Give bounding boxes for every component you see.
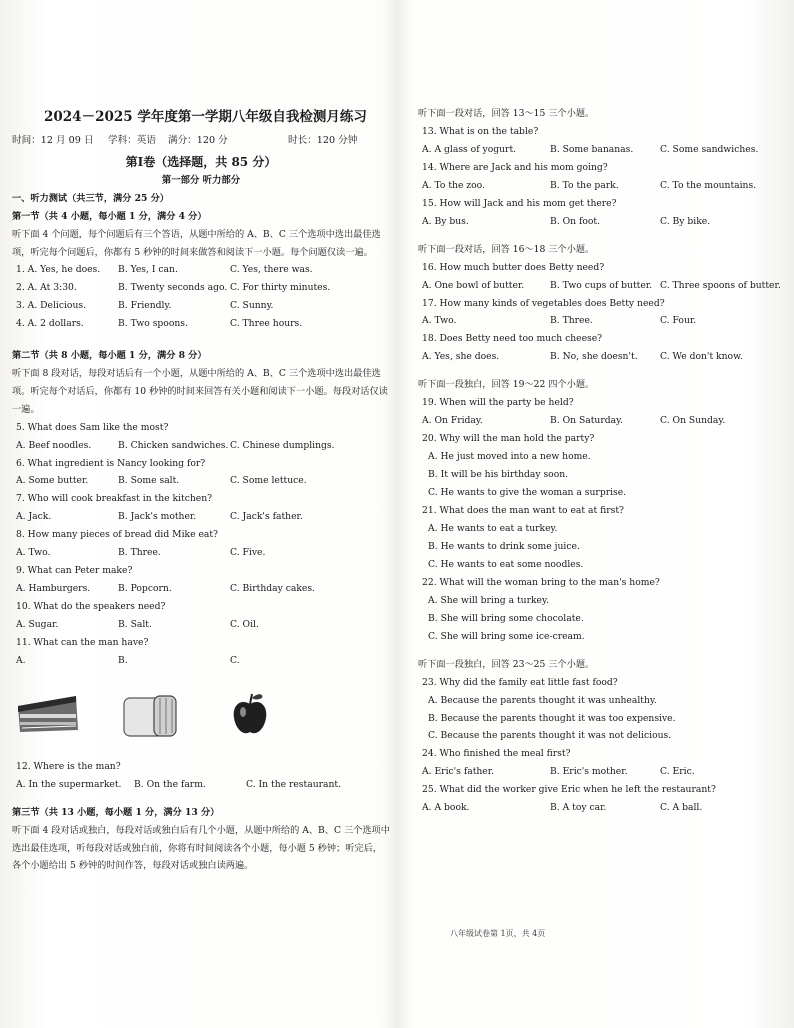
question-19: 19. When will the party be held? [422,397,574,409]
option-c: C. Jack's father. [230,511,303,523]
option-b: B. Some salt. [118,475,180,487]
option-c: C. Three spoons of butter. [660,279,781,291]
question-22: 22. What will the woman bring to the man's home? [422,576,660,588]
option-a: A. Two. [16,547,51,559]
option-b: B. [118,655,128,666]
question-8: 8. How many pieces of bread did Mike eat? [16,529,218,541]
option-a: A. Eric's father. [422,766,495,778]
bread-loaf-icon [118,688,182,740]
option-b: B. He wants to drink some juice. [428,540,580,552]
option-a: A. A book. [422,802,470,814]
right-column [418,105,786,817]
question-24: 24. Who finished the meal first? [422,748,571,760]
page-footer: 八年级试卷第 1页，共 4页 [450,929,546,938]
option-b: B. Three. [550,315,593,327]
option-b: B. Salt. [118,619,152,631]
option-c: C. He wants to eat some noodles. [428,558,584,570]
option-c: C. A ball. [660,802,703,814]
option-a: A. He just moved into a new home. [428,451,591,463]
option-b: B. Jack's mother. [118,511,197,523]
option-a: A. Hamburgers. [16,583,91,595]
option-b: B. Yes, I can. [118,264,178,276]
option-c: C. Yes, there was. [230,264,313,276]
option-b: B. To the park. [550,179,619,191]
exam-full-score: 满分：120 分 [168,135,228,146]
option-a: A. To the zoo. [422,179,485,191]
option-a: 2. A. At 3:30. [16,282,77,294]
question-8-options [12,544,390,562]
exam-meta [12,130,390,152]
option-c: C. To the mountains. [660,179,757,191]
question-12: 12. Where is the man? [16,760,121,772]
question-23: 23. Why did the family eat little fast food? [422,676,618,688]
option-b: B. She will bring some chocolate. [428,612,584,624]
option-c: C. Birthday cakes. [230,583,315,595]
question-24-options [418,763,786,781]
option-a: A. By bus. [422,215,469,227]
section-listening-heading: 一、听力测试（共三节，满分 25 分） [12,192,169,204]
section2-heading: 第二节（共 8 小题，每小题 1 分，满分 8 分） [12,350,207,362]
option-b: B. Popcorn. [118,583,172,595]
question-5-options [12,437,390,455]
apple-icon [230,690,270,738]
option-a: 3. A. Delicious. [16,300,87,312]
option-c: C. Some sandwiches. [660,143,759,155]
option-c: C. Three hours. [230,318,303,330]
option-c: C. Four. [660,315,697,327]
option-c: C. Oil. [230,619,259,631]
option-a: A. Two. [422,315,457,327]
question-16-options [418,277,786,295]
question-2 [12,279,390,297]
option-c: C. He wants to give the woman a surprise. [428,487,627,499]
option-c: C. Some lettuce. [230,475,307,487]
question-11-pictures [12,670,390,758]
question-18-options [418,348,786,366]
option-c: C. On Sunday. [660,415,726,427]
question-10: 10. What do the speakers need? [16,601,166,613]
option-b: B. On Saturday. [550,415,623,427]
option-b: B. Two cups of butter. [550,279,653,291]
question-15-options [418,213,786,231]
option-b: B. Because the parents thought it was too expensive. [428,712,676,724]
option-a: A. Yes, she does. [422,351,500,363]
option-c: C. Eric. [660,766,695,778]
question-16: 16. How much butter does Betty need? [422,261,605,273]
question-12-options [12,776,390,794]
question-9: 9. What can Peter make? [16,565,133,577]
section3-instructions: 听下面 4 段对话或独白，每段对话或独白后有几个小题，从题中所给的 A、B、C 三个选项中选出最佳选项，听每段对话或独白前，你将有时间阅读各个小题，每小题 5 秒钟；听完后，各个小题给出 5 秒钟的时间作答，每段对话或独白读两遍。 [12,824,390,872]
question-6: 6. What ingredient is Nancy looking for? [16,457,206,469]
option-c: C. [230,655,240,666]
question-10-options [12,616,390,634]
exam-subject: 学科：英语 [108,135,156,146]
option-b: B. Eric's mother. [550,766,628,778]
cake-slice-icon [16,692,80,736]
option-b: B. On foot. [550,215,601,227]
option-a: 1. A. Yes, he does. [16,264,101,276]
question-7-options [12,508,390,526]
left-column [12,104,390,875]
option-a: A. [16,655,26,666]
question-13-options [418,141,786,159]
section1-instructions: 听下面 4 个问题，每个问题后有三个答语，从题中所给的 A、B、C 三个选项中选出最佳选项，听完每个问题后，你都有 5 秒钟的时间来做答和阅读下一小题。每个问题仅读一遍。 [12,228,381,258]
option-a: A. One bowl of butter. [422,279,525,291]
question-6-options [12,472,390,490]
option-c: C. For thirty minutes. [230,282,331,294]
question-17: 17. How many kinds of vegetables does Betty need? [422,297,665,309]
question-19-options [418,412,786,430]
option-a: A. Because the parents thought it was unhealthy. [428,694,657,706]
option-a: A. Beef noodles. [16,439,92,451]
section1-heading: 第一节（共 4 小题，每小题 1 分，满分 4 分） [12,210,207,222]
question-13: 13. What is on the table? [422,125,539,137]
question-11-options [12,652,390,670]
question-21: 21. What does the man want to eat at first? [422,505,624,517]
question-3 [12,297,390,315]
question-4 [12,315,390,333]
option-a: A. In the supermarket. [16,778,122,790]
option-c: C. We don't know. [660,351,743,363]
option-b: B. No, she doesn't. [550,351,638,363]
section3-heading: 第三节（共 13 小题，每小题 1 分，满分 13 分） [12,806,220,818]
question-25-options [418,799,786,817]
question-7: 7. Who will cook breakfast in the kitchen? [16,493,213,505]
option-a: A. Jack. [16,511,52,523]
option-c: C. Because the parents thought it was not delicious. [428,730,672,742]
option-c: C. Five. [230,547,266,559]
option-b: B. Twenty seconds ago. [118,282,228,294]
group-16-18-intro: 听下面一段对话，回答 16～18 三个小题。 [418,243,595,255]
option-c: C. By bike. [660,215,711,227]
option-b: B. A toy car. [550,802,607,814]
question-9-options [12,580,390,598]
exam-title: 2024－2025 学年度第一学期八年级自我检测月练习 [44,109,367,125]
exam-duration: 时长：120 分钟 [288,135,358,146]
option-b: B. Two spoons. [118,318,188,330]
option-a: A. He wants to eat a turkey. [428,522,558,534]
section2-instructions: 听下面 8 段对话，每段对话后有一个小题，从题中所给的 A、B、C 三个选项中选出最佳选项。听完每个对话后，你都有 10 秒钟的时间来回答有关小题和阅读下一小题。每段对话仅读一遍。 [12,368,388,415]
option-c: C. Sunny. [230,300,274,312]
option-b: B. Some bananas. [550,143,634,155]
option-a: A. On Friday. [422,415,483,427]
question-11: 11. What can the man have? [16,637,149,649]
question-14: 14. Where are Jack and his mom going? [422,161,608,173]
question-15: 15. How will Jack and his mom get there? [422,197,617,209]
option-b: B. Friendly. [118,300,172,312]
question-5: 5. What does Sam like the most? [16,421,169,433]
question-18: 18. Does Betty need too much cheese? [422,333,603,345]
group-13-15-intro: 听下面一段对话，回答 13～15 三个小题。 [418,108,595,119]
option-a: A. She will bring a turkey. [428,594,549,606]
option-a: 4. A. 2 dollars. [16,318,84,330]
option-b: B. Chicken sandwiches. [118,439,229,451]
part-title: 第一部分 听力部分 [161,175,241,186]
option-b: B. On the farm. [134,778,206,790]
option-c: C. Chinese dumplings. [230,439,335,451]
option-b: B. It will be his birthday soon. [428,469,569,481]
option-b: B. Three. [118,547,161,559]
group-19-22-intro: 听下面一段独白，回答 19～22 四个小题。 [418,379,595,391]
volume-title: 第Ⅰ卷（选择题，共 85 分） [125,155,277,169]
question-20: 20. Why will the man hold the party? [422,433,595,445]
question-1 [12,261,390,279]
option-a: A. Some butter. [16,475,89,487]
question-25: 25. What did the worker give Eric when he left the restaurant? [422,784,716,796]
option-a: A. Sugar. [16,619,59,631]
question-14-options [418,177,786,195]
question-17-options [418,312,786,330]
option-c: C. In the restaurant. [246,778,342,790]
group-23-25-intro: 听下面一段独白，回答 23～25 三个小题。 [418,658,595,670]
exam-date: 时间：12 月 09 日 [12,135,94,146]
option-c: C. She will bring some ice-cream. [428,630,585,642]
option-a: A. A glass of yogurt. [422,143,517,155]
